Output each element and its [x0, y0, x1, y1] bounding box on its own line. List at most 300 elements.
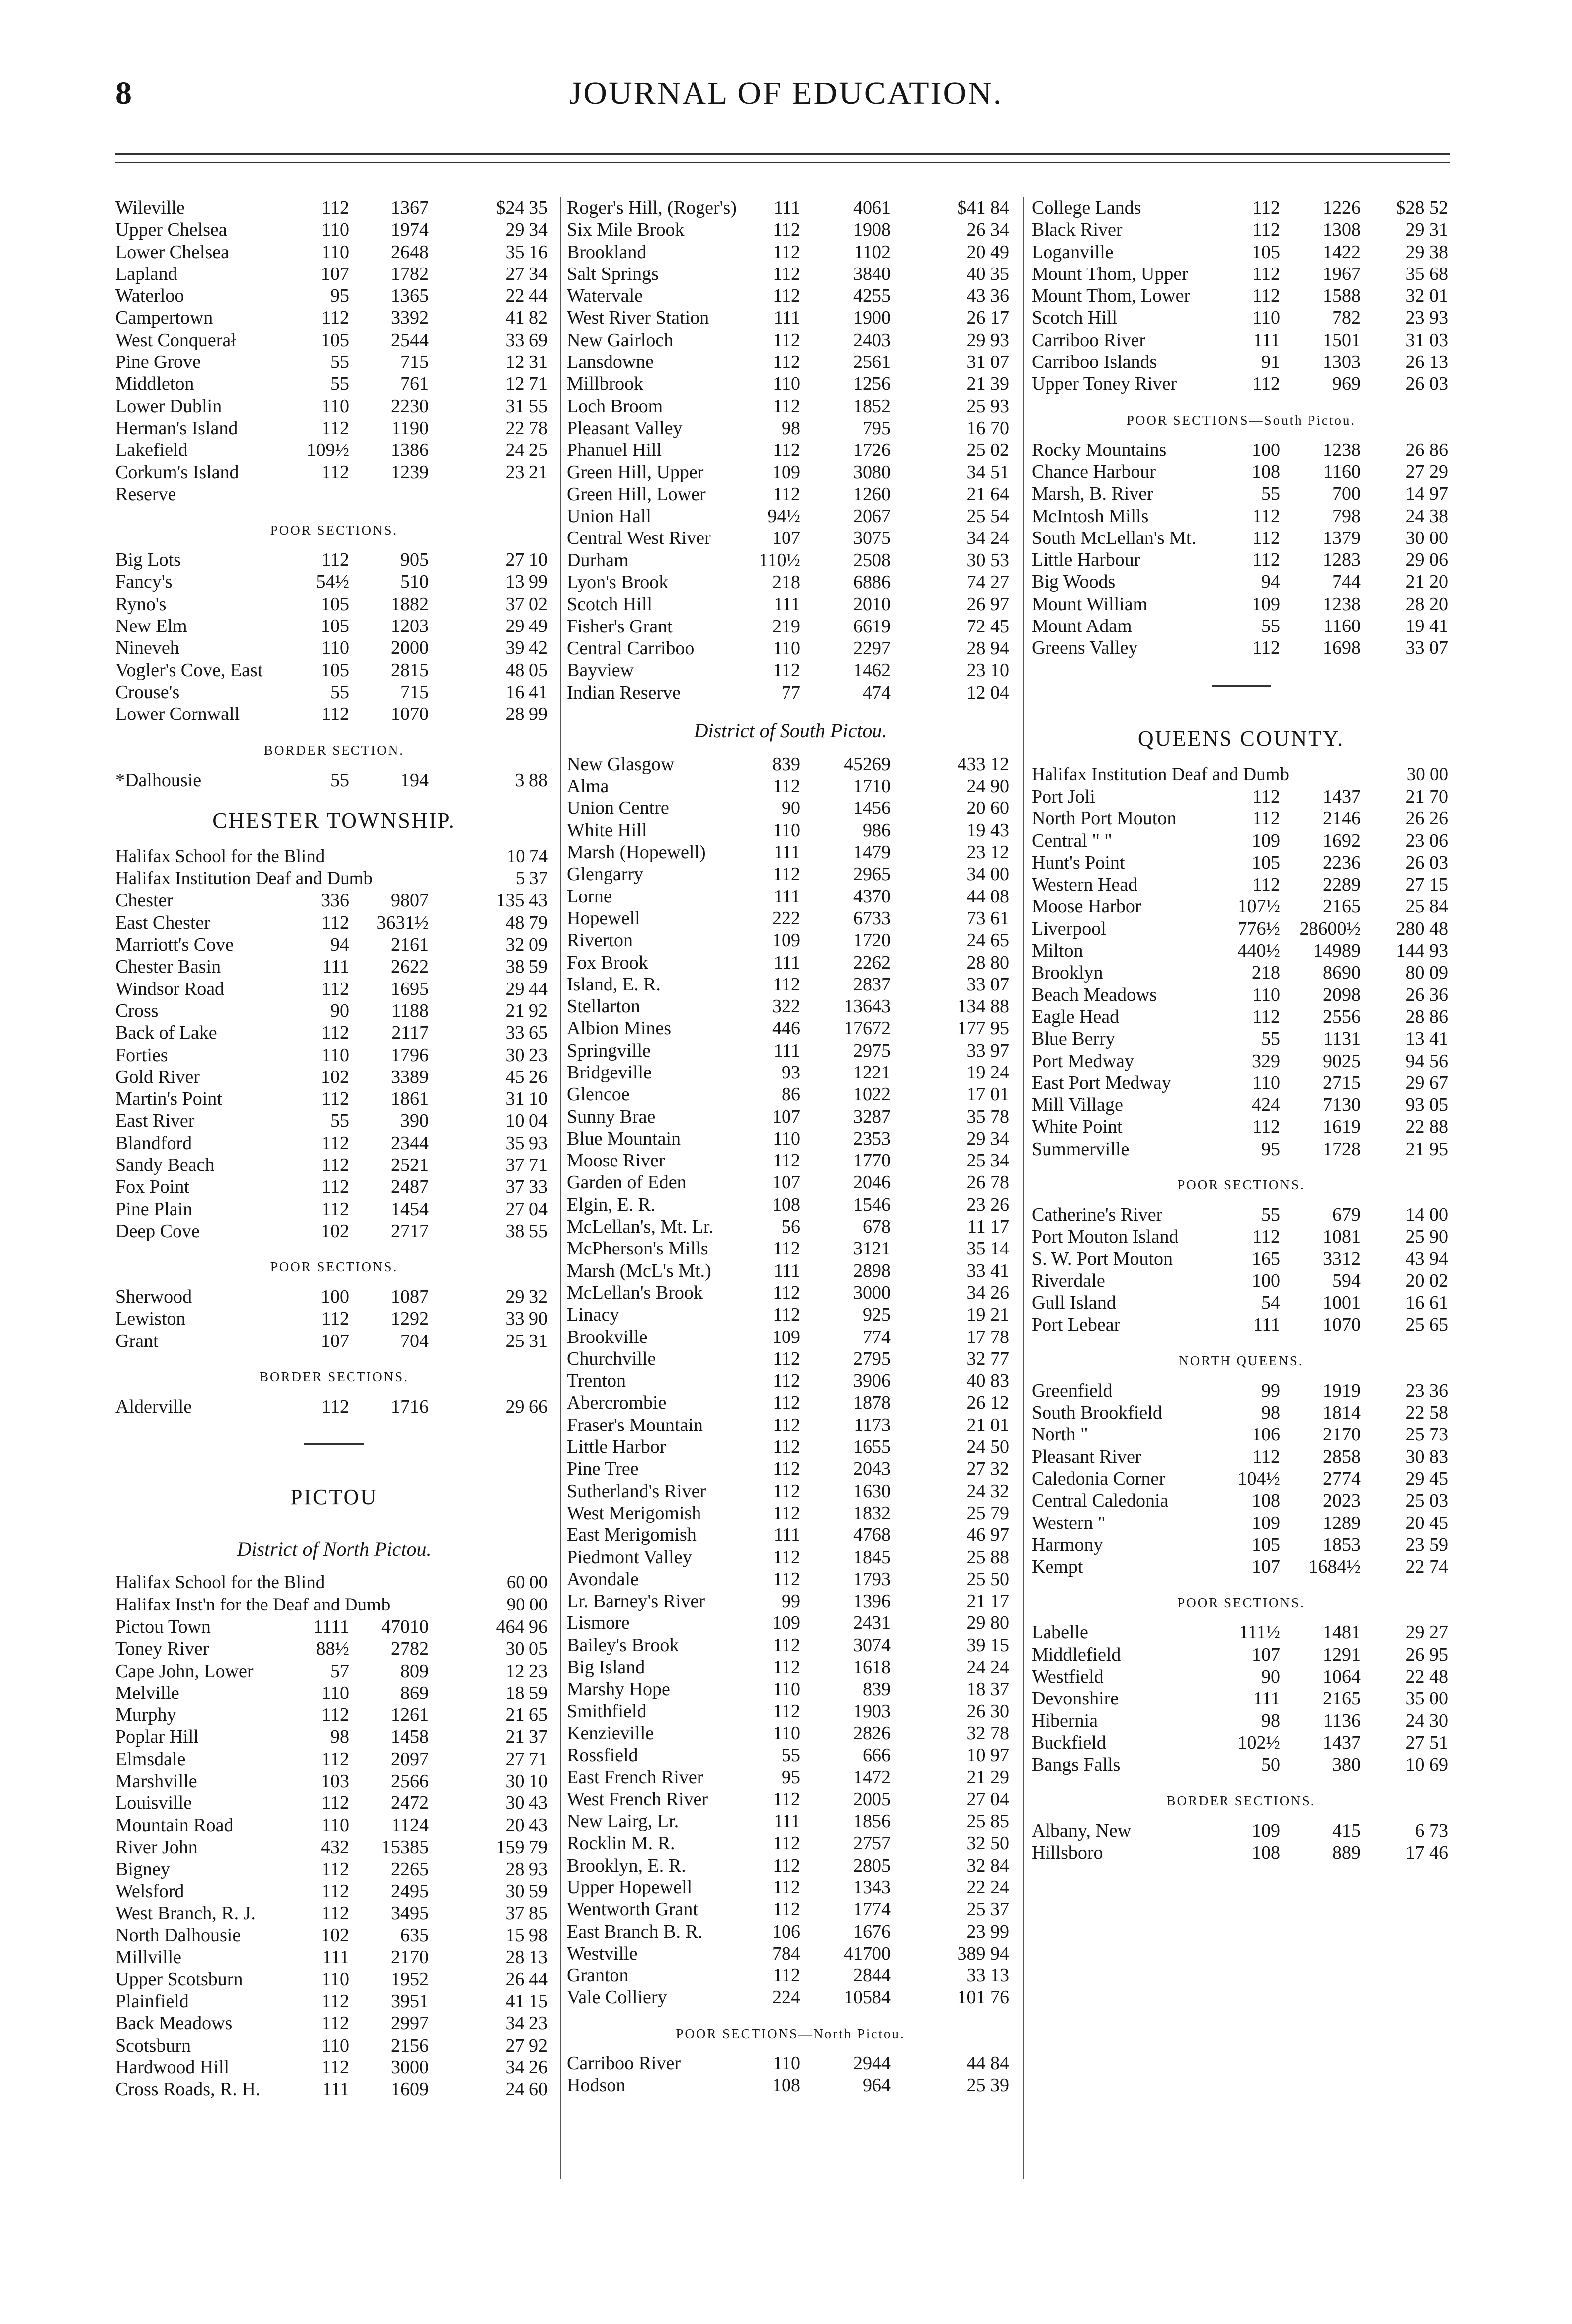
attendance-value: 839 [863, 1679, 891, 1700]
days-value: 112 [773, 263, 800, 284]
attendance-value: 1878 [853, 1392, 891, 1414]
days-value: 111 [773, 307, 800, 329]
grant-value: 20 49 [966, 241, 1009, 263]
attendance-value: 1289 [1323, 1512, 1361, 1533]
table-row [1032, 1512, 1451, 1534]
place-name: Port Mouton Island [1032, 1226, 1179, 1248]
days-value: 90 [782, 798, 800, 819]
days-value: 109 [1252, 593, 1280, 615]
attendance-value: 1308 [1323, 219, 1361, 241]
place-name: Melville [115, 1682, 179, 1703]
table-row [1032, 505, 1451, 527]
days-value: 105 [321, 659, 349, 681]
days-value: 112 [773, 241, 800, 263]
grant-value: 30 10 [505, 1771, 548, 1792]
table-row [1032, 1688, 1451, 1709]
table-row [567, 285, 1014, 307]
table-row [115, 1792, 553, 1814]
place-name: Ryno's [115, 593, 167, 615]
table-row [567, 1017, 1014, 1039]
place-name: Fox Point [115, 1176, 189, 1198]
attendance-value: 704 [400, 1330, 429, 1351]
attendance-value: 1695 [391, 978, 429, 999]
place-name: Smithfield [567, 1700, 647, 1722]
table-row [1032, 307, 1451, 329]
attendance-value: 1814 [1323, 1402, 1361, 1424]
place-name: Gull Island [1032, 1292, 1116, 1314]
days-value: 112 [773, 1855, 800, 1876]
days-value: 112 [1252, 549, 1280, 571]
table-row [567, 1238, 1014, 1259]
grant-value: 22 44 [505, 285, 548, 307]
days-value: 112 [773, 1304, 800, 1326]
grant-value: 44 08 [966, 886, 1009, 907]
column-middle [567, 197, 1014, 2096]
place-name: Halifax School for the Blind [115, 1572, 325, 1593]
table-row [1032, 1468, 1451, 1490]
attendance-value: 2556 [1323, 1006, 1361, 1027]
grant-value: 31 10 [505, 1088, 548, 1110]
place-name: Sunny Brae [567, 1106, 656, 1127]
days-value: 110 [321, 1814, 349, 1836]
table-row [567, 775, 1014, 797]
place-name: Port Lebear [1032, 1314, 1121, 1336]
days-value: 112 [773, 864, 800, 885]
place-name: Union Hall [567, 506, 651, 527]
grant-value: 40 83 [966, 1370, 1009, 1392]
table-row [115, 263, 553, 285]
table-row [1032, 351, 1451, 373]
days-value: 110 [773, 1722, 800, 1744]
grant-value: 27 04 [966, 1788, 1009, 1810]
place-name: Lower Dublin [115, 395, 222, 417]
attendance-value: 666 [863, 1745, 891, 1766]
grant-value: 5 37 [516, 868, 548, 889]
table-row [567, 1370, 1014, 1392]
place-name: Scotsburn [115, 2035, 191, 2056]
days-value: 107 [1252, 1644, 1280, 1665]
days-value: 99 [782, 1591, 800, 1612]
place-name: College Lands [1032, 197, 1141, 218]
place-name: Big Lots [115, 549, 181, 571]
days-value: 103 [321, 1771, 349, 1792]
attendance-value: 3495 [391, 1902, 429, 1924]
place-name: Sutherland's River [567, 1480, 706, 1502]
place-name: Hardwood Hill [115, 2056, 230, 2078]
attendance-value: 15385 [381, 1836, 429, 1858]
table-row [1032, 918, 1451, 940]
days-value: 95 [330, 285, 349, 307]
days-value: 105 [321, 329, 349, 351]
place-name: Moose Harbor [1032, 896, 1141, 917]
grant-value: 22 88 [1405, 1116, 1448, 1138]
table-row [1032, 830, 1451, 852]
table-row [1032, 549, 1451, 571]
place-name: Carriboo River [1032, 329, 1146, 351]
days-value: 110 [773, 2053, 800, 2074]
days-value: 111 [773, 952, 800, 973]
days-value: 105 [1252, 241, 1280, 263]
table-row [567, 483, 1014, 505]
attendance-value: 1770 [853, 1150, 891, 1171]
attendance-value: 1852 [853, 395, 891, 417]
days-value: 112 [1252, 527, 1280, 548]
grant-value: 26 03 [1405, 852, 1448, 873]
table-row [567, 1832, 1014, 1854]
attendance-value: 4768 [853, 1524, 891, 1546]
attendance-value: 1303 [1323, 352, 1361, 373]
grant-value: $28 52 [1396, 197, 1448, 218]
days-value: 111 [773, 197, 800, 218]
place-name: Brookville [567, 1326, 648, 1347]
grant-value: 26 44 [505, 1968, 548, 1990]
attendance-value: 3075 [853, 528, 891, 549]
place-name: Harmony [1032, 1534, 1103, 1555]
days-value: 218 [1252, 962, 1280, 983]
grant-value: 41 15 [505, 1991, 548, 2012]
grant-value: 14 97 [1405, 483, 1448, 505]
table-row [115, 2056, 553, 2078]
table-row [1032, 571, 1451, 593]
table-row [115, 307, 553, 329]
place-name: Pine Tree [567, 1458, 639, 1480]
attendance-value: 700 [1332, 483, 1361, 505]
days-value: 322 [772, 996, 800, 1017]
days-value: 112 [773, 1150, 800, 1171]
table-row [567, 819, 1014, 841]
attendance-value: 3906 [853, 1370, 891, 1392]
table-row [567, 1171, 1014, 1193]
days-value: 109 [772, 930, 800, 951]
grant-value: 26 12 [966, 1392, 1009, 1414]
grant-value: 29 06 [1405, 549, 1448, 571]
grant-value: 19 21 [966, 1304, 1009, 1326]
table-row [567, 1216, 1014, 1238]
place-name: Halifax Institution Deaf and Dumb [115, 868, 373, 889]
days-value: 112 [1252, 505, 1280, 527]
place-name: Bayview [567, 660, 634, 681]
grant-value: 26 26 [1405, 808, 1448, 829]
place-name: River John [115, 1836, 198, 1858]
grant-value: 94 56 [1405, 1050, 1448, 1072]
grant-value: 31 07 [966, 352, 1009, 373]
attendance-value: 3000 [853, 1282, 891, 1303]
days-value: 329 [1252, 1050, 1280, 1072]
place-name: Alma [567, 776, 609, 797]
table-row [567, 797, 1014, 819]
days-value: 112 [773, 1877, 800, 1898]
place-name: Middleton [115, 373, 194, 395]
grant-value: 34 26 [966, 1282, 1009, 1303]
grant-value: 12 04 [966, 682, 1009, 703]
place-name: Abercrombie [567, 1392, 667, 1414]
table-row [1032, 1270, 1451, 1292]
grant-value: 464 96 [496, 1616, 548, 1637]
place-name: Upper Hopewell [567, 1877, 693, 1898]
place-name: East Port Medway [1032, 1072, 1171, 1093]
table-row [567, 439, 1014, 461]
days-value: 112 [1252, 219, 1280, 241]
attendance-value: 1022 [853, 1084, 891, 1105]
days-value: 93 [782, 1062, 800, 1083]
table-row [115, 1220, 553, 1242]
attendance-value: 2774 [1323, 1468, 1361, 1489]
grant-value: 21 37 [505, 1726, 548, 1748]
days-value: 112 [321, 1902, 349, 1924]
place-name: Plainfield [115, 1991, 189, 2012]
table-row [1032, 461, 1451, 483]
days-value: 109 [1252, 1512, 1280, 1533]
attendance-value: 2715 [1323, 1072, 1361, 1093]
grant-value: 24 50 [966, 1436, 1009, 1458]
place-name: Lismore [567, 1612, 630, 1634]
table-row [567, 1921, 1014, 1943]
table-row [567, 1898, 1014, 1920]
section-title: CHESTER TOWNSHIP. [212, 808, 456, 833]
place-name: Fisher's Grant [567, 616, 673, 637]
table-row [567, 373, 1014, 395]
section-heading: BORDER SECTIONS. [1166, 1793, 1316, 1808]
days-value: 55 [1261, 616, 1280, 637]
table-row [1032, 1028, 1451, 1050]
grant-value: 44 84 [966, 2053, 1009, 2074]
table-row [115, 329, 553, 351]
attendance-value: 3312 [1323, 1248, 1361, 1269]
place-name: Western " [1032, 1512, 1106, 1533]
grant-value: 29 45 [1405, 1468, 1448, 1489]
days-value: 112 [1252, 285, 1280, 307]
separator-line [1212, 685, 1271, 687]
table-row [567, 593, 1014, 615]
attendance-value: 1676 [853, 1921, 891, 1942]
attendance-value: 2156 [391, 2035, 429, 2056]
attendance-value: 2648 [391, 241, 429, 263]
place-name: Greens Valley [1032, 637, 1138, 659]
grant-value: 17 78 [966, 1326, 1009, 1347]
attendance-value: 2046 [853, 1172, 891, 1193]
table-row [1032, 1314, 1451, 1336]
attendance-value: 1588 [1323, 285, 1361, 307]
attendance-value: 1796 [391, 1044, 429, 1066]
attendance-value: 1238 [1323, 439, 1361, 460]
attendance-value: 194 [400, 769, 429, 791]
attendance-value: 2858 [1323, 1446, 1361, 1467]
place-name: Marshville [115, 1771, 197, 1792]
place-name: Hodson [567, 2075, 626, 2096]
attendance-value: 2262 [853, 952, 891, 973]
grant-value: 25 79 [966, 1502, 1009, 1523]
attendance-value: 1396 [853, 1591, 891, 1612]
place-name: Lr. Barney's River [567, 1591, 705, 1612]
section-heading: POOR SECTIONS. [270, 523, 398, 538]
place-name: North Port Mouton [1032, 808, 1177, 829]
table-row [115, 373, 553, 395]
attendance-value: 1619 [1323, 1116, 1361, 1138]
attendance-value: 1692 [1323, 830, 1361, 851]
place-name: Caledonia Corner [1032, 1468, 1166, 1489]
place-name: Devonshire [1032, 1688, 1119, 1709]
attendance-value: 1173 [854, 1414, 891, 1435]
place-name: Marsh, B. River [1032, 483, 1153, 505]
table-row [115, 417, 553, 439]
header-rule [115, 153, 1450, 155]
table-row [567, 1282, 1014, 1304]
table-row [567, 1436, 1014, 1458]
days-value: 94½ [767, 506, 800, 527]
grant-value: 74 27 [966, 572, 1009, 593]
grant-value: 27 29 [1405, 461, 1448, 482]
table-row [567, 527, 1014, 549]
grant-value: 26 30 [966, 1700, 1009, 1722]
grant-value: 13 99 [505, 571, 548, 593]
attendance-value: 1292 [391, 1308, 429, 1330]
grant-value: 12 71 [505, 373, 548, 395]
table-row [115, 395, 553, 417]
place-name: Upper Scotsburn [115, 1968, 243, 1990]
days-value: 111 [773, 594, 800, 615]
place-name: Green Hill, Lower [567, 483, 706, 505]
attendance-value: 2997 [391, 2013, 429, 2034]
table-row [567, 395, 1014, 417]
attendance-value: 1160 [1323, 461, 1361, 482]
days-value: 109 [1252, 1820, 1280, 1841]
attendance-value: 1188 [391, 1000, 429, 1021]
place-name: Springville [567, 1040, 651, 1061]
attendance-value: 2826 [853, 1722, 891, 1744]
days-value: 222 [772, 907, 800, 929]
grant-value: 25 39 [966, 2075, 1009, 2096]
attendance-value: 2622 [391, 956, 429, 978]
attendance-value: 2170 [1323, 1424, 1361, 1445]
place-name: Catherine's River [1032, 1204, 1163, 1225]
table-row [115, 1990, 553, 2012]
days-value: 112 [321, 1154, 349, 1175]
grant-value: 43 36 [966, 285, 1009, 307]
place-name: Avondale [567, 1568, 639, 1590]
days-value: 110 [1252, 984, 1280, 1005]
table-row [567, 1392, 1014, 1414]
attendance-value: 1160 [1323, 616, 1361, 637]
grant-value: 11 17 [967, 1216, 1009, 1238]
place-name: Six Mile Brook [567, 219, 685, 241]
attendance-value: 1861 [391, 1088, 429, 1110]
table-row [1032, 1138, 1451, 1160]
place-name: Liverpool [1032, 918, 1106, 939]
days-value: 105 [321, 593, 349, 615]
grant-value: 26 17 [966, 307, 1009, 329]
grant-value: 33 07 [966, 974, 1009, 995]
days-value: 105 [1252, 852, 1280, 873]
table-row [567, 263, 1014, 285]
grant-value: 280 48 [1396, 918, 1448, 939]
table-row [115, 769, 553, 791]
days-value: 112 [773, 1458, 800, 1480]
place-name: McPherson's Mills [567, 1238, 708, 1259]
table-row [1032, 1666, 1451, 1688]
days-value: 224 [772, 1987, 800, 2008]
table-row [567, 1502, 1014, 1524]
days-value: 98 [1261, 1402, 1280, 1424]
grant-value: 29 32 [505, 1286, 548, 1308]
days-value: 110 [321, 395, 349, 417]
days-value: 112 [773, 1414, 800, 1435]
attendance-value: 390 [400, 1110, 429, 1132]
place-name: Windsor Road [115, 978, 225, 999]
table-row [1032, 852, 1451, 874]
attendance-value: 1291 [1323, 1644, 1361, 1665]
attendance-value: 3951 [391, 1991, 429, 2012]
days-value: 112 [1252, 1006, 1280, 1027]
table-row [567, 1855, 1014, 1877]
days-value: 88½ [316, 1638, 349, 1660]
days-value: 110 [773, 1679, 800, 1700]
attendance-value: 6619 [853, 616, 891, 637]
grant-value: 37 85 [505, 1902, 548, 1924]
grant-value: 27 10 [505, 549, 548, 571]
days-value: 112 [1252, 1116, 1280, 1138]
grant-value: 16 41 [505, 681, 548, 703]
table-row [567, 863, 1014, 885]
table-row [1032, 1072, 1451, 1094]
attendance-value: 1190 [391, 417, 429, 439]
table-row [1032, 1204, 1451, 1226]
place-name: Sandy Beach [115, 1154, 215, 1175]
section-heading: POOR SECTIONS. [1177, 1177, 1305, 1192]
place-name: Hillsboro [1032, 1842, 1103, 1863]
table-row [115, 1946, 553, 1968]
place-name: Alderville [115, 1396, 192, 1418]
days-value: 112 [773, 440, 800, 461]
place-name: Salt Springs [567, 263, 659, 284]
days-value: 107 [321, 263, 349, 284]
days-value: 55 [330, 769, 349, 791]
days-value: 55 [330, 373, 349, 395]
days-value: 446 [772, 1018, 800, 1039]
place-name: Fraser's Mountain [567, 1414, 703, 1435]
attendance-value: 2944 [853, 2053, 891, 2074]
place-name: Westfield [1032, 1666, 1104, 1688]
grant-value: 25 34 [966, 1150, 1009, 1171]
attendance-value: 47010 [381, 1616, 429, 1637]
days-value: 218 [772, 572, 800, 593]
place-name: New Elm [115, 616, 187, 637]
table-row [115, 1154, 553, 1176]
days-value: 108 [772, 2075, 800, 2096]
place-name: Corkum's Island [115, 461, 239, 483]
days-value: 111 [322, 956, 349, 978]
grant-value: 12 23 [505, 1660, 548, 1682]
table-row [567, 329, 1014, 351]
attendance-value: 1967 [1323, 263, 1361, 284]
table-row [1032, 874, 1451, 895]
days-value: 111 [1253, 329, 1280, 351]
days-value: 90 [330, 1000, 349, 1021]
place-name: Mount William [1032, 593, 1148, 615]
place-name: Halifax Inst'n for the Deaf and Dumb [115, 1594, 391, 1615]
grant-value: 37 71 [505, 1154, 548, 1175]
attendance-value: 635 [400, 1925, 429, 1946]
table-row [115, 1770, 553, 1792]
section-title: QUEENS COUNTY. [1137, 726, 1345, 751]
attendance-value: 2146 [1323, 808, 1361, 829]
place-name: Carriboo River [567, 2053, 681, 2074]
table-row [567, 1304, 1014, 1326]
grant-value: 28 80 [966, 952, 1009, 973]
days-value: 776½ [1237, 918, 1280, 939]
place-name: Blandford [115, 1132, 192, 1154]
attendance-value: 1131 [1323, 1028, 1361, 1050]
table-row [115, 285, 553, 307]
